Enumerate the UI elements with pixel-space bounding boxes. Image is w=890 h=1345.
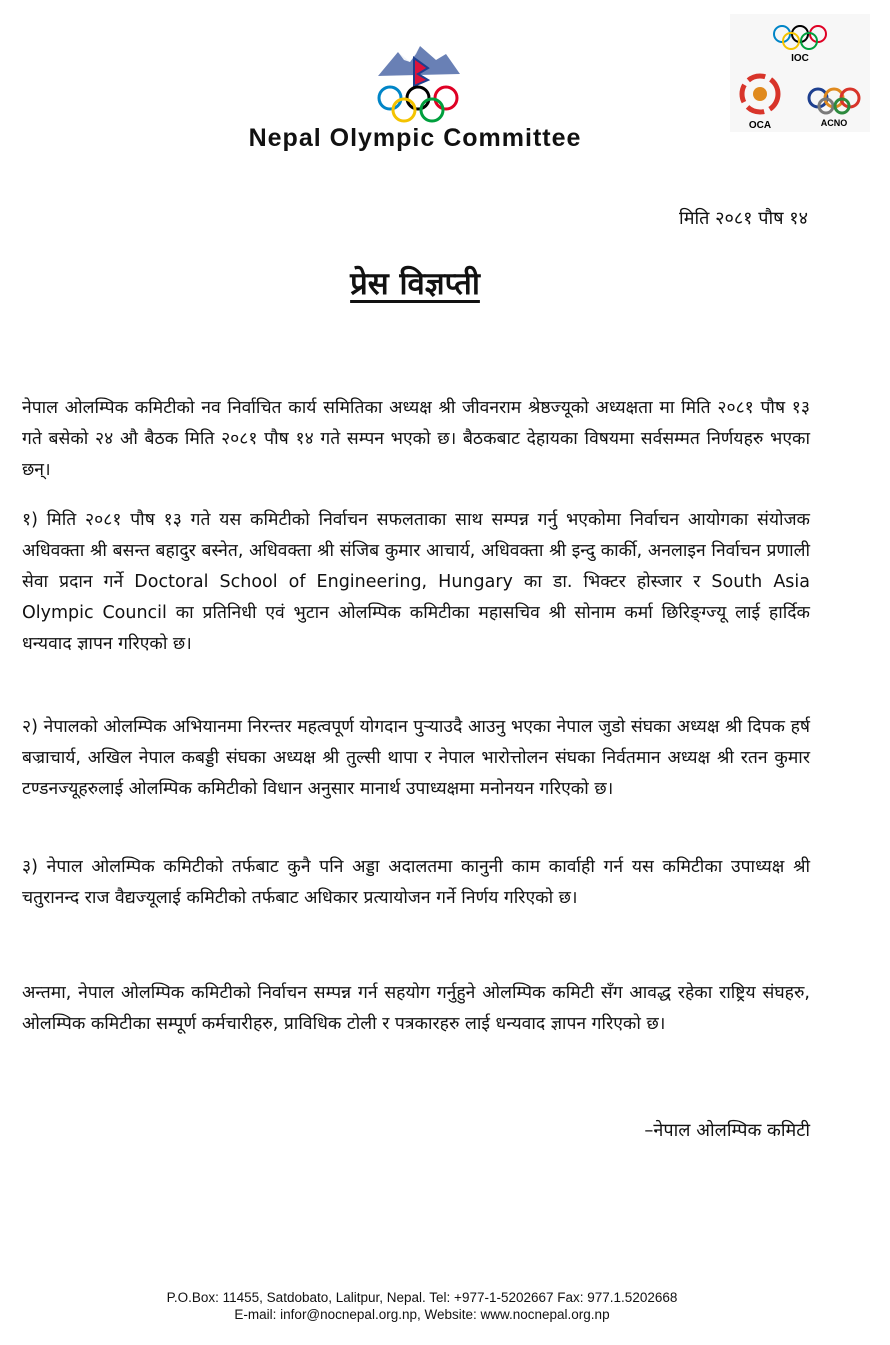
decision-paragraph-1: १) मिति २०८१ पौष १३ गते यस कमिटीको निर्वाचन सफलताका साथ सम्पन्न गर्नु भएकोमा निर्वाचन आयोगका संयोजक अधिवक्ता श्री बसन्त बहादुर बस्नेत, अधिवक्ता श्री संजिब कुमार आचार्य, अधिवक्ता श्री इन्दु कार्की, अनलाइन निर्वाचन प्रणाली सेवा प्रदान गर्ने Doctoral School of Engineering, Hungary का डा. भिक्टर होस्जार र South Asia Olympic Council का प्रतिनिधी एवं भुटान ओलम्पिक कमिटीका महासचिव श्री सोनाम कर्मा छिरिङ्ग्ज्यू लाई हार्दिक धन्यवाद ज्ञापन गरिएको छ।: [22, 510, 810, 654]
footer: [0, 1289, 844, 1323]
decision-paragraph-2: २) नेपालको ओलम्पिक अभियानमा निरन्तर महत्वपूर्ण योगदान पुऱ्याउदै आउनु भएका नेपाल जुडो संघका अध्यक्ष श्री दिपक हर्ष बज्राचार्य, अखिल नेपाल कबड्डी संघका अध्यक्ष श्री तुल्सी थापा र नेपाल भारोत्तोलन संघका निर्वतमान अध्यक्ष श्री रतन कुमार टण्डनज्यूहरुलाई ओलम्पिक कमिटीको विधान अनुसार मानार्थ उपाध्यक्षमा मनोनयन गरिएको छ।: [22, 717, 810, 799]
footer-contact: E-mail: infor@nocnepal.org.np, Website: www.nocnepal.org.np: [234, 1307, 610, 1322]
intro-paragraph: नेपाल ओलम्पिक कमिटीको नव निर्वाचित कार्य समितिका अध्यक्ष श्री जीवनराम श्रेष्ठज्यूको अध्यक्षता मा मिति २०८१ पौष १३ गते बसेको २४ औ बैठक मिति २०८१ पौष १४ गते सम्पन भएको छ। बैठकबाट देहायका विषयमा सर्वसम्मत निर्णयहरु भएका छन्।: [22, 398, 810, 480]
ioc-label: IOC: [791, 53, 809, 64]
document-heading: प्रेस विज्ञप्ती: [350, 266, 480, 302]
footer-address: P.O.Box: 11455, Satdobato, Lalitpur, Nepal. Tel: +977-1-5202667 Fax: 977.1.5202668: [166, 1290, 678, 1305]
oca-logo: [742, 76, 778, 112]
noc-logo: [368, 40, 468, 124]
closing-paragraph: अन्तमा, नेपाल ओलम्पिक कमिटीको निर्वाचन सम्पन्न गर्न सहयोग गर्नुहुने ओलम्पिक कमिटी सँग आवद्ध रहेका राष्ट्रिय संघहरु, ओलम्पिक कमिटीका सम्पूर्ण कर्मचारीहरु, प्राविधिक टोली र पत्रकारहरु लाई धन्यवाद ज्ञापन गरिएको छ।: [22, 983, 810, 1034]
organization-title: Nepal Olympic Committee: [248, 124, 582, 152]
acno-logo: [809, 89, 859, 113]
ioc-logo: [774, 26, 826, 49]
decision-paragraph-3: ३) नेपाल ओलम्पिक कमिटीको तर्फबाट कुनै पनि अड्डा अदालतमा कानुनी काम कार्वाही गर्न यस कमिटीका उपाध्यक्ष श्री चतुरानन्द राज वैद्यज्यूलाई कमिटीको तर्फबाट अधिकार प्रत्यायोजन गर्ने निर्णय गरिएको छ।: [22, 857, 810, 908]
acno-label: ACNO: [820, 118, 848, 128]
date-line: मिति २०८१ पौष १४: [679, 208, 808, 229]
signature: –नेपाल ओलम्पिक कमिटी: [644, 1120, 810, 1141]
oca-label: OCA: [748, 120, 772, 131]
partner-logos: [730, 14, 870, 132]
